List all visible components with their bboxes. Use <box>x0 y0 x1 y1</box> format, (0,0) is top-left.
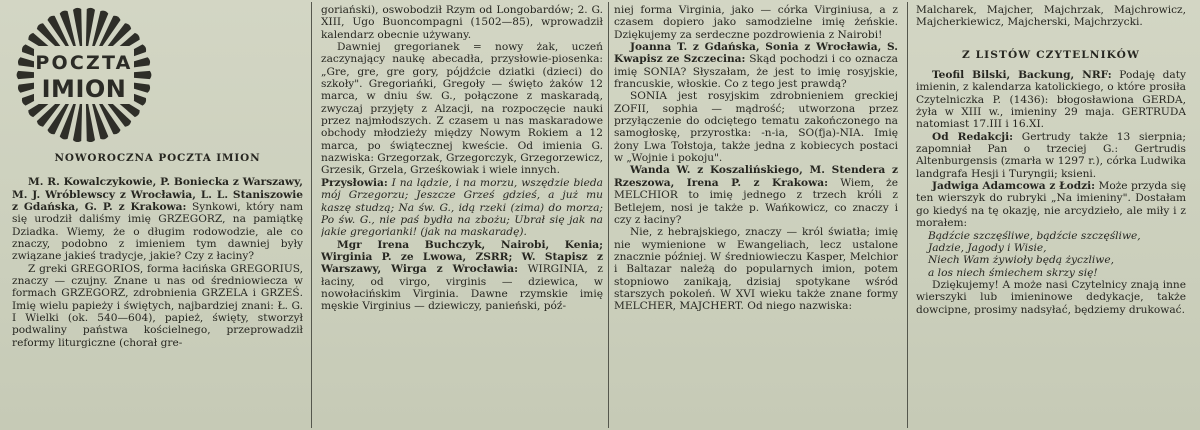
answer-continuation: Malcharek, Majcher, Majchrzak, Majchrowicz, Majcherkiewicz, Majcherski, Majchrzycki. <box>916 4 1186 29</box>
column-2 <box>321 4 603 428</box>
answer-paragraph: Z greki GREGORIOS, forma łacińska GREGORIUS, znaczy — czujny. Znane u nas od średniowiecza w formach GRZEGORZ, zdrobnienia GRZELA i GRZEŚ. Imię wielu papieży i świętych, najbardziej znani: Ł. G. I Wielki (ok. 540—604), papież, święty, stworzył podwaliny państwa kościelnego, przeprowadził reformy liturgiczne (chorał gre- <box>12 262 303 349</box>
poem-line: Jadzie, Jagody i Wisie, <box>928 241 1047 254</box>
answer-continuation: niej forma Virginia, jako — córka Virginiusa, a z czasem dopiero jako samodzielne imię żeńskie. Dziękujemy za serdeczne pozdrowienia z Nairobi! <box>614 4 898 41</box>
column-1 <box>12 4 303 428</box>
column-divider <box>311 2 312 428</box>
letter-paragraph <box>614 41 898 90</box>
answer-text: WIRGINIA, z łaciny, od virgo, virginis — dziewica, w nowołacińskim Virginia. Dawne rzymskie imię męskie Virginius — dziewiczy, panieński, póź- <box>321 263 603 313</box>
reader-letter <box>916 180 1186 229</box>
letter-question: Synkowi, który nam się urodził daliśmy imię GRZEGORZ, na pamiątkę Dziadka. Wiemy, że o długim rodowodzie, ale co znaczy, podobno z imieniem tym dawniej były związane jakieś tradycje, jakie? Czy z łaciny? <box>12 201 303 263</box>
letter-text: Może przyda się ten wierszyk do rubryki „Na imieniny". Dostałam go kiedyś na tę okazję, nie arcydzieło, ale miły i z morałem: <box>916 180 1186 230</box>
poem-line: Niech Wam żywioły będą życzliwe, <box>928 254 1115 267</box>
section-heading: NOWOROCZNA POCZTA IMION <box>54 152 261 164</box>
letter-text: Podaję daty imienin, z kalendarza katolickiego, o które prosiła Czytelniczka P. (1436): błogosławiona GERDA, żyła w XIII w., imieniny 29 maja. GERTRUDA natomiast 17.III i 16.XI. <box>916 69 1186 131</box>
section-heading: Z LISTÓW CZYTELNIKÓW <box>962 48 1140 61</box>
letter-senders: Mgr Irena Buchczyk, Nairobi, Kenia; Wirginia P. ze Lwowa, ZSRR; W. Stapisz z Warszawy, Wirga z Wrocławia: <box>321 238 603 276</box>
closing-paragraph: Dziękujemy! A może nasi Czytelnicy znają inne wierszyki lub imieninowe dedykacje, także dowcipne, prosimy nadsyłać, będziemy drukować. <box>916 278 1186 316</box>
answer-paragraph: Nie, z hebrajskiego, znaczy — król światła; imię nie wymienione w Ewangeliach, lecz ustalone znacznie później. W średniowieczu Kasper, Melchior i Baltazar należą do popularnych imion, potem stopniowo zanikają, dzisiaj spotykane wśród starszych pokoleń. W XVI wieku także znane formy MELCHER, MAJCHERT. Od niego nazwiska: <box>614 226 898 313</box>
answer-paragraph: SONIA jest rosyjskim zdrobnieniem greckiej ZOFII, sophia — mądrość; utworzona przez przyłączenie do odciętego tematu zakończonego na samogłoskę, przyrostka: -n-ia, SO(fja)-NIA. Imię żony Lwa Tołstoja, także jedna z kobiecych postaci w „Wojnie i pokoju". <box>614 90 898 165</box>
poczta-imion-logo <box>12 4 303 142</box>
proverbs-label: Przysłowia: <box>321 176 388 189</box>
proverbs-paragraph <box>321 177 603 239</box>
logo-word-1: POCZTA <box>35 52 133 74</box>
editor-text: Gertrudy także 13 sierpnia; zapomniał Pan o trzeciej G.: Gertrudis Altenburgensis (zmarła w 1297 r.), córka Ludwika landgrafa Hesji i Turyngii; ksieni. <box>916 130 1186 180</box>
column-divider <box>907 2 908 428</box>
editor-note <box>916 131 1186 180</box>
letter-senders: Joanna T. z Gdańska, Sonia z Wrocławia, S. Kwapisz ze Szczecina: <box>614 41 898 66</box>
proverbs-text: I na lądzie, i na morzu, wszędzie bieda mój Grzegorzu; Jeszcze Grześ gdzieś, a już mu kaszę studzą; Na św. G., idą rzeki (zima) do morza; Po św. G., nie paś bydła na zbożu; Ubrał się jak na jakie gregorianki! (jak na maskaradę). <box>321 176 603 239</box>
letter-paragraph <box>614 164 898 226</box>
letter-sender: Teofil Bilski, Backung, NRF: <box>932 69 1112 82</box>
letter-sender: Jadwiga Adamcowa z Łodzi: <box>932 180 1096 193</box>
logo-word-2: IMION <box>41 75 127 103</box>
editor-label: Od Redakcji: <box>932 130 1014 143</box>
letter-paragraph <box>321 239 603 313</box>
letter-senders: Wanda W. z Koszalińskiego, M. Stendera z Rzeszowa, Irena P. z Krakowa: <box>614 164 898 189</box>
letter-paragraph <box>12 176 303 262</box>
reader-letter <box>916 69 1186 131</box>
poem <box>916 230 1186 279</box>
column-4 <box>916 4 1186 428</box>
sunburst-logo-icon <box>16 6 152 142</box>
column-3 <box>614 4 898 428</box>
letter-question: Skąd pochodzi i co oznacza imię SONIA? Słyszałam, że jest to imię rosyjskie, francuskie, włoskie. Co z tego jest prawdą? <box>614 53 898 91</box>
answer-continuation: goriański), oswobodził Rzym od Longobardów; 2. G. XIII, Ugo Buoncompagni (1502—85), wprowadził kalendarz obecnie używany. <box>321 4 603 41</box>
letter-senders: M. R. Kowalczykowie, P. Boniecka z Warszawy, M. J. Wróblewscy z Wrocławia, L. L. Staniszowie z Gdańska, G. P. z Krakowa: <box>12 176 303 214</box>
letter-question: Wiem, że MELCHIOR to imię jednego z trzech króli z Betlejem, nosi je także p. Wańkowicz, co znaczy i czy z łaciny? <box>614 176 898 226</box>
column-divider <box>608 2 609 428</box>
poem-line: a los niech śmiechem skrzy się! <box>928 266 1098 279</box>
answer-paragraph: Dawniej gregorianek = nowy żak, uczeń zaczynający naukę abecadła, przysłowie-piosenka: „Gre, gre, gre gory, pójdźcie dziatki (dzieci) do szkoły". Gregoriańki, Gregoły — święto żaków 12 marca, w dniu św. G., połączone z maskaradą, zwyczaj przyjęty z Alzacji, na rozpoczęcie nauki przez najmłodszych. Z czasem u nas maskaradowe obchody młodzieży między Nowym Rokiem a 12 marca, po świątecznej kweście. Od imienia G. nazwiska: Grzegorzak, Grzegorczyk, Grzegorzewicz, Grzesik, Grzela, Grześkowiak i wiele innych. <box>321 41 603 177</box>
poem-line: Bądźcie szczęśliwe, bądźcie szczęśliwe, <box>928 229 1141 242</box>
